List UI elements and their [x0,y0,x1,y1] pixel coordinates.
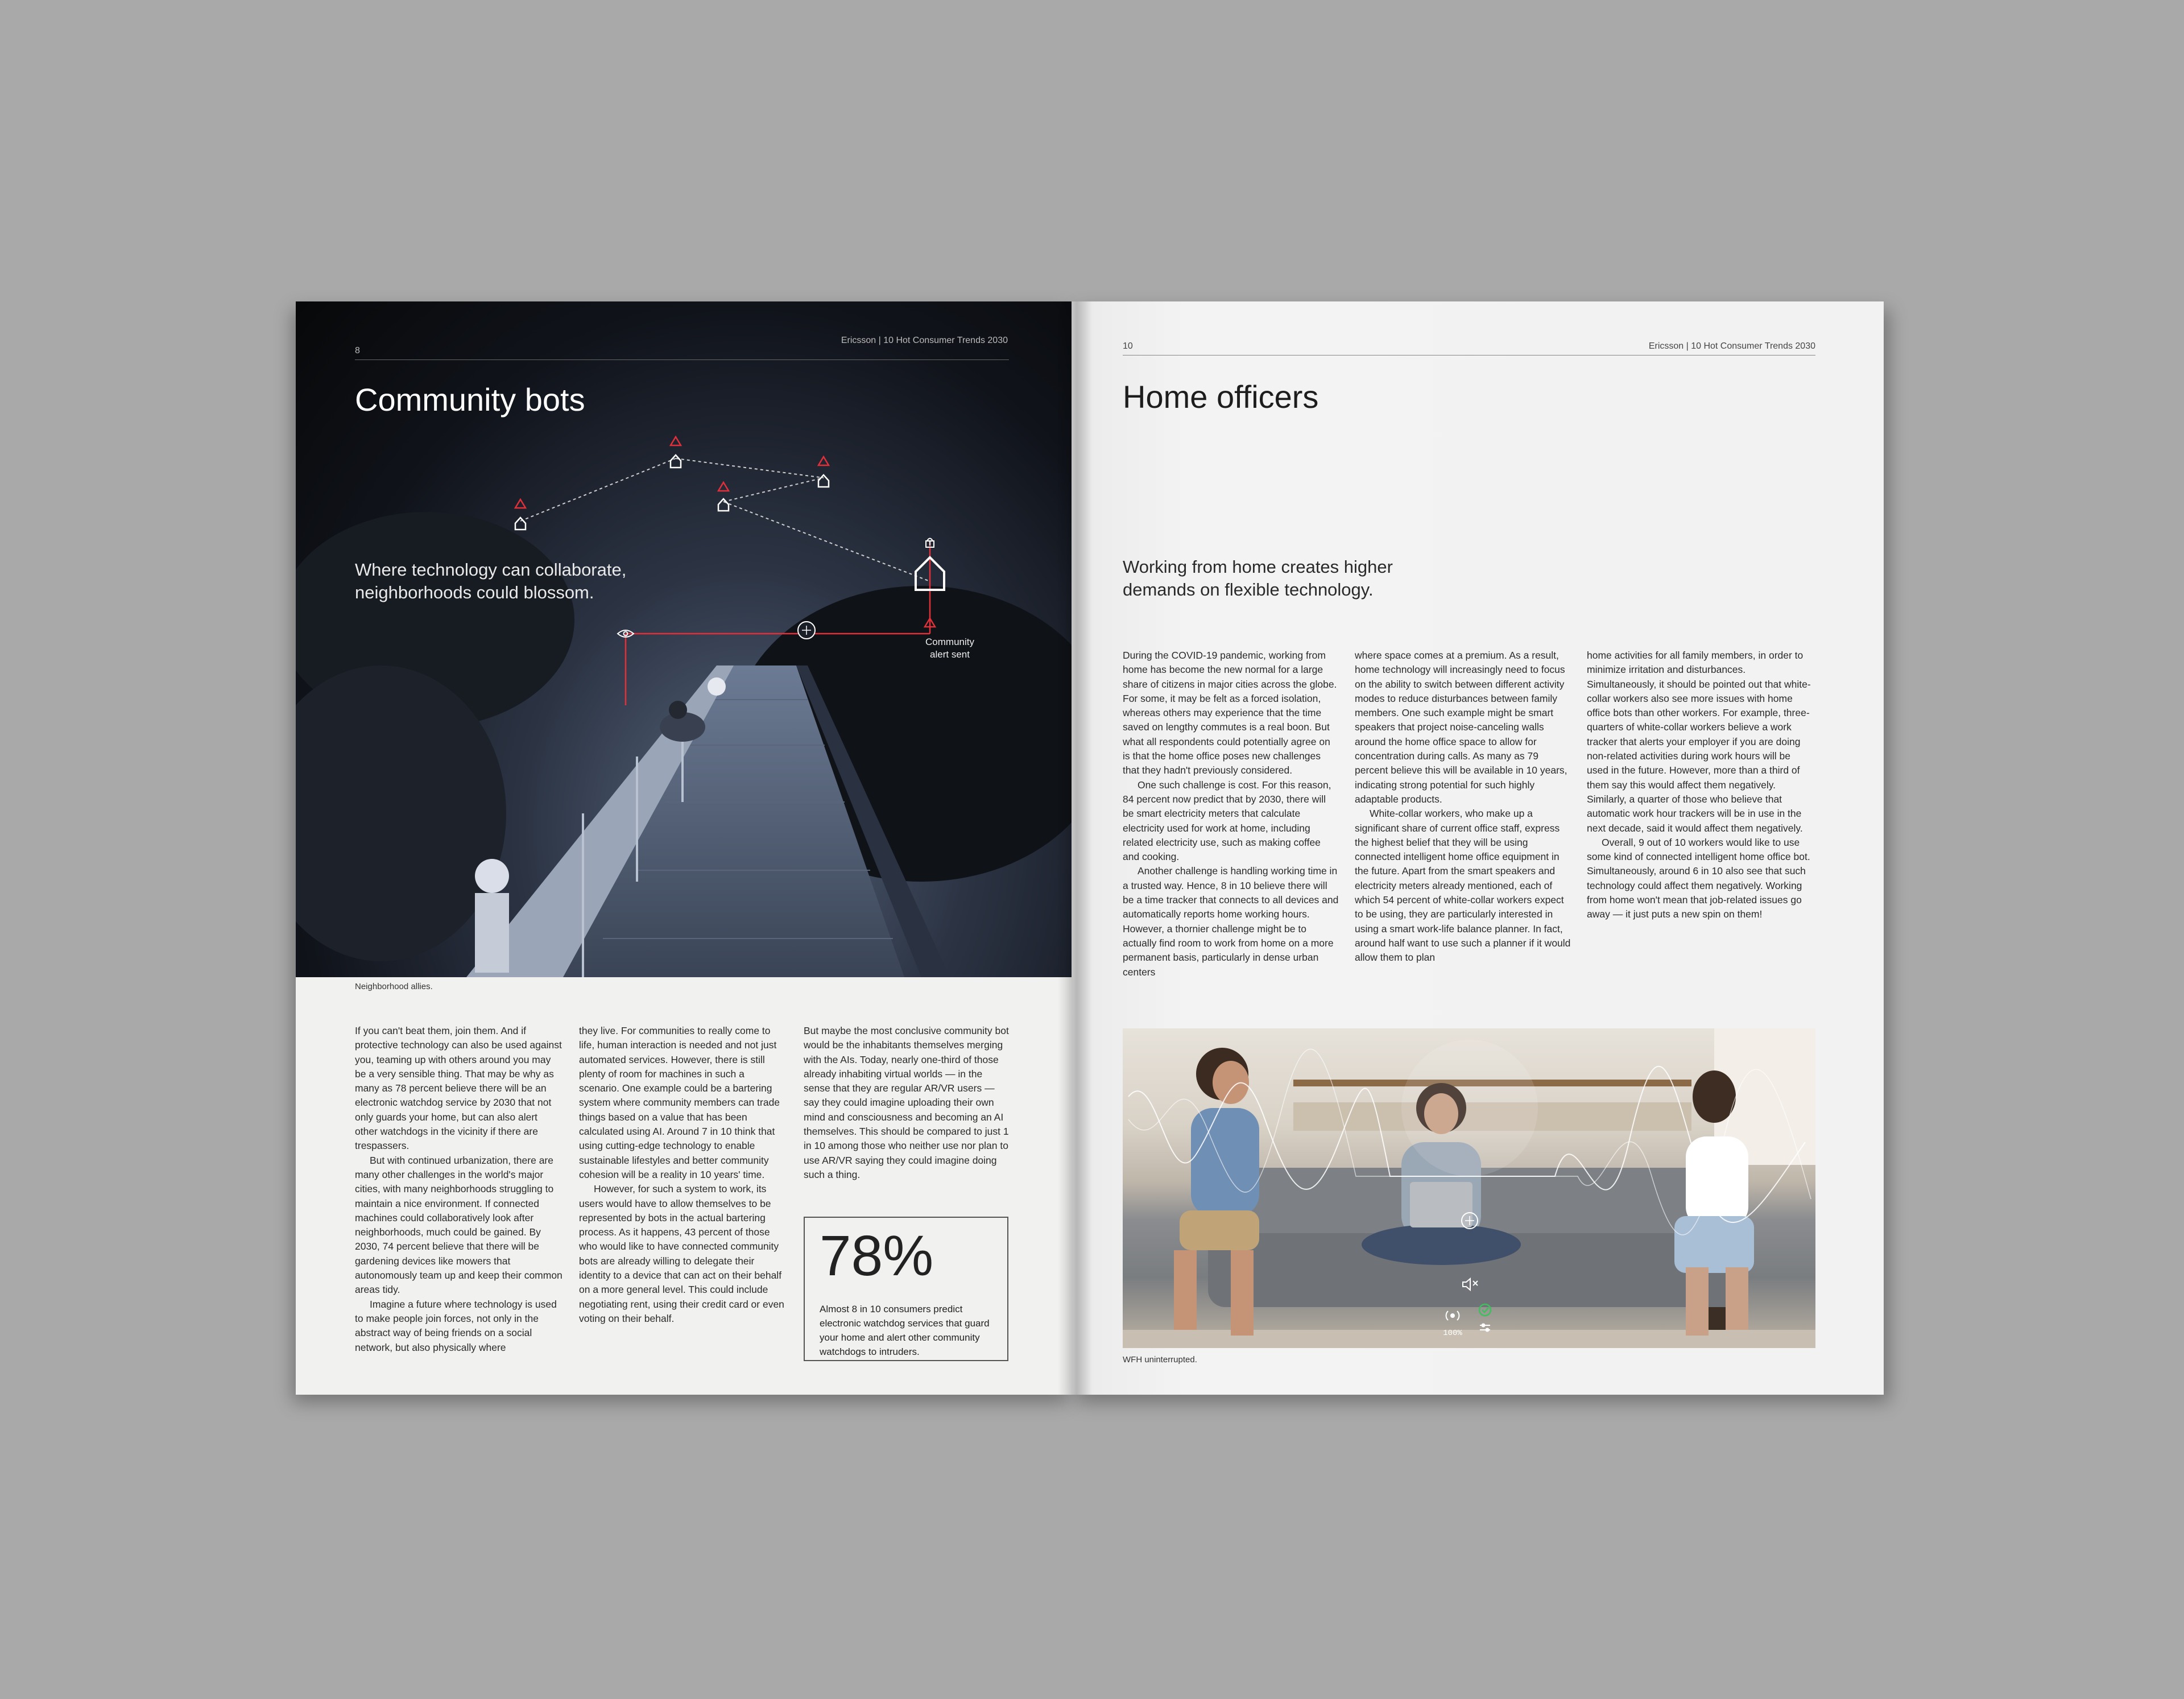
left-page [296,301,1072,1395]
photo-caption: WFH uninterrupted. [1123,1355,1197,1365]
stat-value: 78% [820,1224,934,1288]
settings-sliders-icon [1480,1324,1490,1332]
subtitle: Working from home creates higher demands on flexible technology. [1123,557,1393,600]
paragraph: Overall, 9 out of 10 workers would like to use some kind of connected intelligent home office bot. Simultaneously, around 6 in 10 also see that such technology could affect them negatively. Working from home won't mean that job-related issues go away — it just puts a new spin on them! [1587,836,1810,920]
running-header: Ericsson | 10 Hot Consumer Trends 2030 [1648,341,1815,351]
body-column-2 [579,1024,787,1326]
body-column-3 [804,1024,1011,1182]
battery-percent: 100% [1443,1329,1462,1338]
paragraph: Imagine a future where technology is used to make people join forces, not only in the abstract way of being friends on a social network, but also physically where [355,1298,557,1353]
paragraph: If you can't beat them, join them. And if protective technology can also be used against you, teaming up with others around you may be a very sensible thing. That may be why as many as 78 percent believe there will be an electronic watchdog service by 2030 that not only guards your home, but can also alert other watchdogs in the vicinity if there are trespassers. [355,1025,562,1152]
paragraph: home activities for all family members, in order to minimize irritation and disturbances. Simultaneously, it should be pointed out that white-collar workers also see more issues with home office bots than other workers. For example, three-quarters of white-collar workers believe a work tracker that alerts your employer if you are doing non-related activities during work hours will be used in the future. However, more than a third of them say this would affect them negatively. Similarly, a quarter of those who believe that automatic work hour trackers will be in use in the next decade, said it would affect them negatively. [1587,650,1811,834]
paragraph: White-collar workers, who make up a significant share of current office staff, express the highest belief that they will be using connected intelligent home office equipment in the future. Apart from the smart speakers and electricity meters already mentioned, each of which 54 percent of white-collar workers expect to be using, they are particularly interested in using a smart work-life balance planner. In fact, around half want to use such a planner if it would allow them to plan [1355,808,1571,964]
paragraph: Another challenge is handling working time in a trusted way. Hence, 8 in 10 believe there will be a time tracker that connects to all devices and automatically reports home working hours. However, a thornier challenge might be to actually find room to work from home on a more permanent basis, particularly in dense urban centers [1123,865,1339,978]
body-column-2 [1355,648,1571,965]
body-column-3 [1587,648,1814,922]
body-column-1 [1123,648,1339,979]
running-header: Ericsson | 10 Hot Consumer Trends 2030 [841,336,1008,345]
right-page [1072,301,1884,1395]
signal-icon [1446,1311,1459,1320]
paragraph: But with continued urbanization, there are many other challenges in the world's major cities, with many neighborhoods struggling to maintain a nice environment. If connected machines could collaboratively look after neighborhoods, much could be gained. By 2030, 74 percent believe that there will be gardening devices like mowers that autonomously team up and keep their common areas tidy. [355,1154,562,1296]
stat-callout [804,1217,1008,1361]
paragraph: But maybe the most conclusive community bot would be the inhabitants themselves merging with the AIs. Today, nearly one-third of those already inhabiting virtual worlds — in the sense that they are regular AR/VR users — say they could imagine uploading their own mind and consciousness and becoming an AI themselves. This should be compared to just 1 in 10 among those who neither use nor plan to use AR/VR saying they could imagine doing such a thing. [804,1025,1009,1180]
stat-text: Almost 8 in 10 consumers predict electronic watchdog services that guard your home and alert other community watchdogs to intruders. [820,1304,990,1357]
page-number: 8 [355,346,360,355]
paragraph: where space comes at a premium. As a result, home technology will increasingly need to focus on the ability to switch between different activity modes to reduce disturbances between family members. One such example might be smart speakers that project noise-canceling walls around the home office space to allow for concentration during calls. As many as 79 percent believe this will be available in 10 years, indicating strong potential for such highly adaptable products. [1355,650,1567,805]
alert-label: Community alert sent [925,636,974,660]
paragraph: However, for such a system to work, its users would have to allow themselves to be represented by bots in the actual bartering process. As it happens, 43 percent of those who would like to have connected community bots are already willing to delegate their identity to a device that can act on their behalf on a more general level. This could include negotiating rent, using their credit card or even voting on their behalf. [579,1183,784,1324]
subtitle: Where technology can collaborate, neighborhoods could blossom. [355,560,627,602]
body-column-1 [355,1024,562,1355]
wfh-photo [1123,1028,1815,1348]
page-title: Community bots [355,382,585,417]
hero-night-photo [296,301,1072,977]
page-title: Home officers [1123,379,1319,415]
paragraph: One such challenge is cost. For this reason, 84 percent now predict that by 2030, there will be smart electricity meters that calculate electricity used for work at home, including related electricity use, such as making coffee and cooking. [1123,779,1331,863]
paragraph: they live. For communities to really come to life, human interaction is needed and not just automated services. However, there is still plenty of room for machines in such a scenario. One example could be a bartering system where community members can trade things based on a value that has been calculated using AI. Around 7 in 10 think that using cutting-edge technology to enable sustainable lifestyles and better community cohesion will be a reality in 10 years' time. [579,1025,780,1180]
paragraph: During the COVID-19 pandemic, working from home has become the new normal for a large share of citizens in major cities across the globe. For some, it may be felt as a forced isolation, whereas others may experience that the time saved on lengthy commutes is a real boon. But what all respondents could potentially agree on is that the home office poses new challenges that they hadn't previously considered. [1123,650,1337,776]
photo-caption: Neighborhood allies. [355,982,433,991]
ai-brain-icon [798,622,815,639]
magazine-spread [296,301,1884,1395]
header-rule [355,359,1009,360]
page-number: 10 [1123,341,1133,351]
wfh-scene [1123,1028,1815,1348]
